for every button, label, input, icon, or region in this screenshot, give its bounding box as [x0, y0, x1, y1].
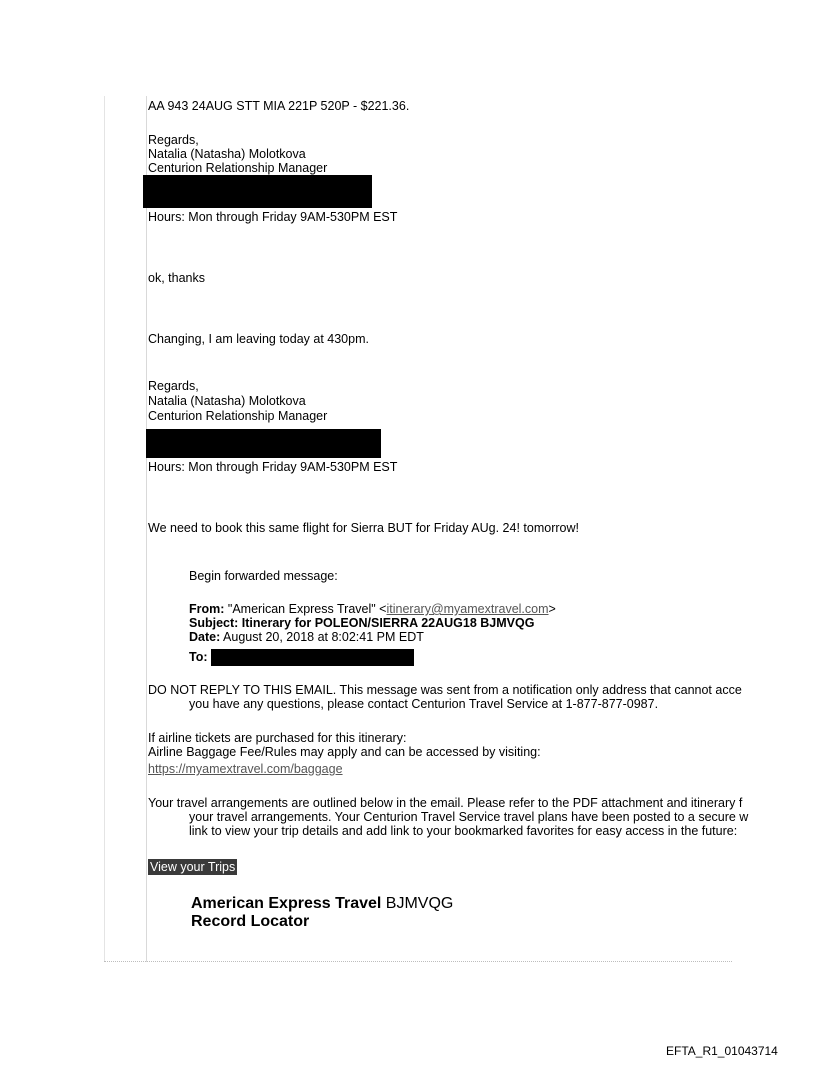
- signature-regards: Regards,: [148, 133, 199, 147]
- locator-label: American Express Travel: [191, 895, 382, 912]
- view-trips-button[interactable]: View your Trips: [150, 860, 236, 874]
- from-email-link[interactable]: itinerary@myamextravel.com: [386, 602, 549, 616]
- signature-title: Centurion Relationship Manager: [148, 161, 328, 175]
- arrangements-line-2: your travel arrangements. Your Centurion Travel Service travel plans have been posted to a secure w: [189, 810, 749, 824]
- redaction-block: [211, 649, 414, 666]
- baggage-line-1: If airline tickets are purchased for this itinerary:: [148, 731, 407, 745]
- to-label: To:: [189, 650, 208, 664]
- date-label: Date:: [189, 630, 221, 644]
- signature-hours: Hours: Mon through Friday 9AM-530PM EST: [148, 460, 398, 474]
- forwarded-from: [189, 602, 556, 616]
- bottom-divider: [104, 961, 732, 962]
- document-id: EFTA_R1_01043714: [666, 1044, 778, 1058]
- record-locator-row: [191, 894, 453, 913]
- from-name: "American Express Travel" <: [224, 602, 387, 616]
- baggage-line-2: Airline Baggage Fee/Rules may apply and can be accessed by visiting:: [148, 745, 541, 759]
- quote-border-outer: [104, 96, 105, 962]
- forwarded-intro: Begin forwarded message:: [189, 569, 338, 583]
- redaction-block: [143, 175, 372, 208]
- request-text: We need to book this same flight for Sierra BUT for Friday AUg. 24! tomorrow!: [148, 521, 579, 535]
- redaction-block: [146, 429, 381, 458]
- from-label: From:: [189, 602, 225, 616]
- arrangements-line-3: link to view your trip details and add link to your bookmarked favorites for easy access in the future:: [189, 824, 738, 838]
- notice-line-2: you have any questions, please contact Centurion Travel Service at 1-877-877-0987.: [189, 697, 659, 711]
- subject-value: Itinerary for POLEON/SIERRA 22AUG18 BJMVQG: [238, 616, 535, 630]
- record-locator-label: Record Locator: [191, 913, 310, 930]
- flight-line: AA 943 24AUG STT MIA 221P 520P - $221.36.: [148, 99, 410, 113]
- reply-changing: Changing, I am leaving today at 430pm.: [148, 332, 369, 346]
- forwarded-date: [189, 630, 424, 644]
- forwarded-subject: [189, 616, 534, 630]
- signature-name: Natalia (Natasha) Molotkova: [148, 147, 306, 161]
- subject-label: Subject:: [189, 616, 239, 630]
- arrangements-line-1: Your travel arrangements are outlined below in the email. Please refer to the PDF attachment and itinerary f: [148, 796, 743, 810]
- baggage-link[interactable]: https://myamextravel.com/baggage: [148, 762, 343, 776]
- signature-hours: Hours: Mon through Friday 9AM-530PM EST: [148, 210, 398, 224]
- signature-title: Centurion Relationship Manager: [148, 409, 328, 423]
- notice-line-1: DO NOT REPLY TO THIS EMAIL. This message was sent from a notification only address that cannot acce: [148, 683, 742, 697]
- from-close: >: [548, 602, 556, 616]
- reply-ok: ok, thanks: [148, 271, 205, 285]
- forwarded-to: [189, 650, 208, 664]
- signature-name: Natalia (Natasha) Molotkova: [148, 394, 306, 408]
- quote-border-inner: [146, 96, 147, 962]
- locator-value: BJMVQG: [385, 895, 454, 912]
- date-value: August 20, 2018 at 8:02:41 PM EDT: [220, 630, 424, 644]
- signature-regards: Regards,: [148, 379, 199, 393]
